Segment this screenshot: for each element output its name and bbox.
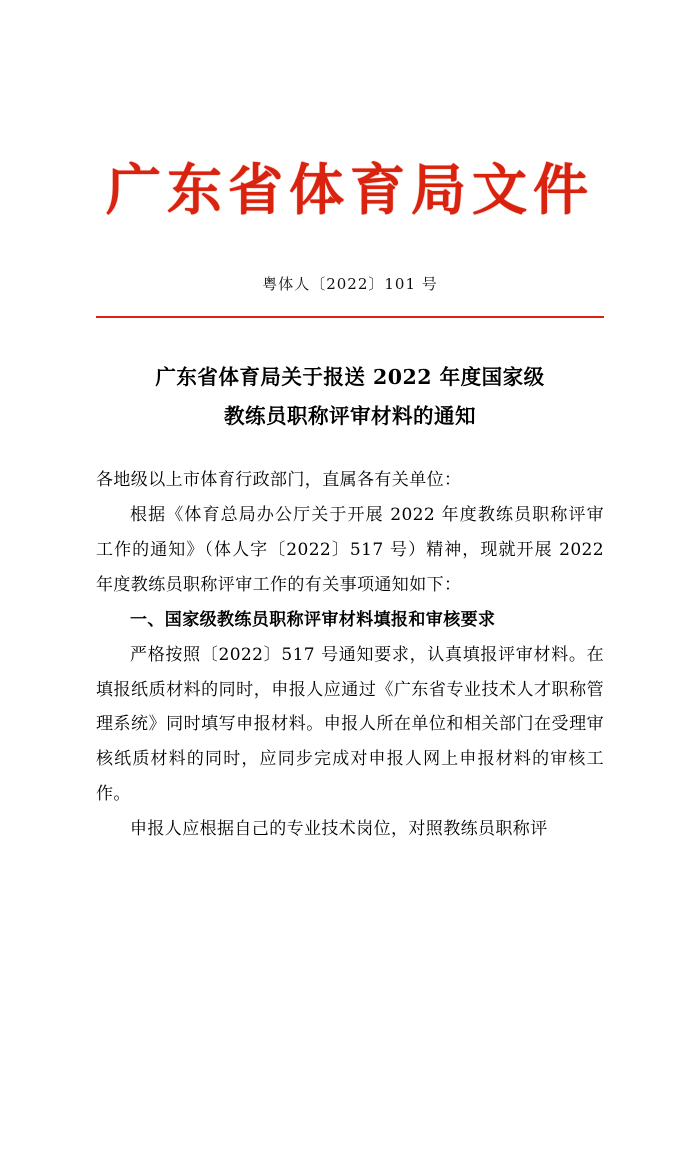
document-body (96, 463, 604, 846)
paragraph-requirement-2: 申报人应根据自己的专业技术岗位，对照教练员职称评 (130, 818, 548, 839)
document-masthead: 广东省体育局文件 (105, 157, 594, 222)
document-title-line-2: 教练员职称评审材料的通知 (224, 404, 476, 429)
red-divider-rule (96, 316, 604, 318)
document-number: 粤体人〔2022〕101 号 (262, 274, 438, 293)
paragraph-intro: 根据《体育总局办公厅关于开展 2022 年度教练员职称评审工作的通知》（体人字〔2022〕517 号）精神，现就开展 2022 年度教练员职称评审工作的有关事项通知如下： (96, 505, 604, 595)
paragraph-section-one-heading: 一、国家级教练员职称评审材料填报和审核要求 (130, 609, 496, 630)
paragraph-requirement-1: 严格按照〔2022〕517 号通知要求，认真填报评审材料。在填报纸质材料的同时，申报人应通过《广东省专业技术人才职称管理系统》同时填写申报材料。申报人所在单位和相关部门在受理审核纸质材料的同时，应同步完成对申报人网上申报材料的审核工作。 (96, 644, 604, 805)
document-page (0, 157, 700, 1150)
paragraph-salutation: 各地级以上市体育行政部门，直属各有关单位： (96, 470, 462, 491)
document-title (96, 358, 604, 438)
document-title-line-1: 广东省体育局关于报送 2022 年度国家级 (155, 364, 545, 389)
